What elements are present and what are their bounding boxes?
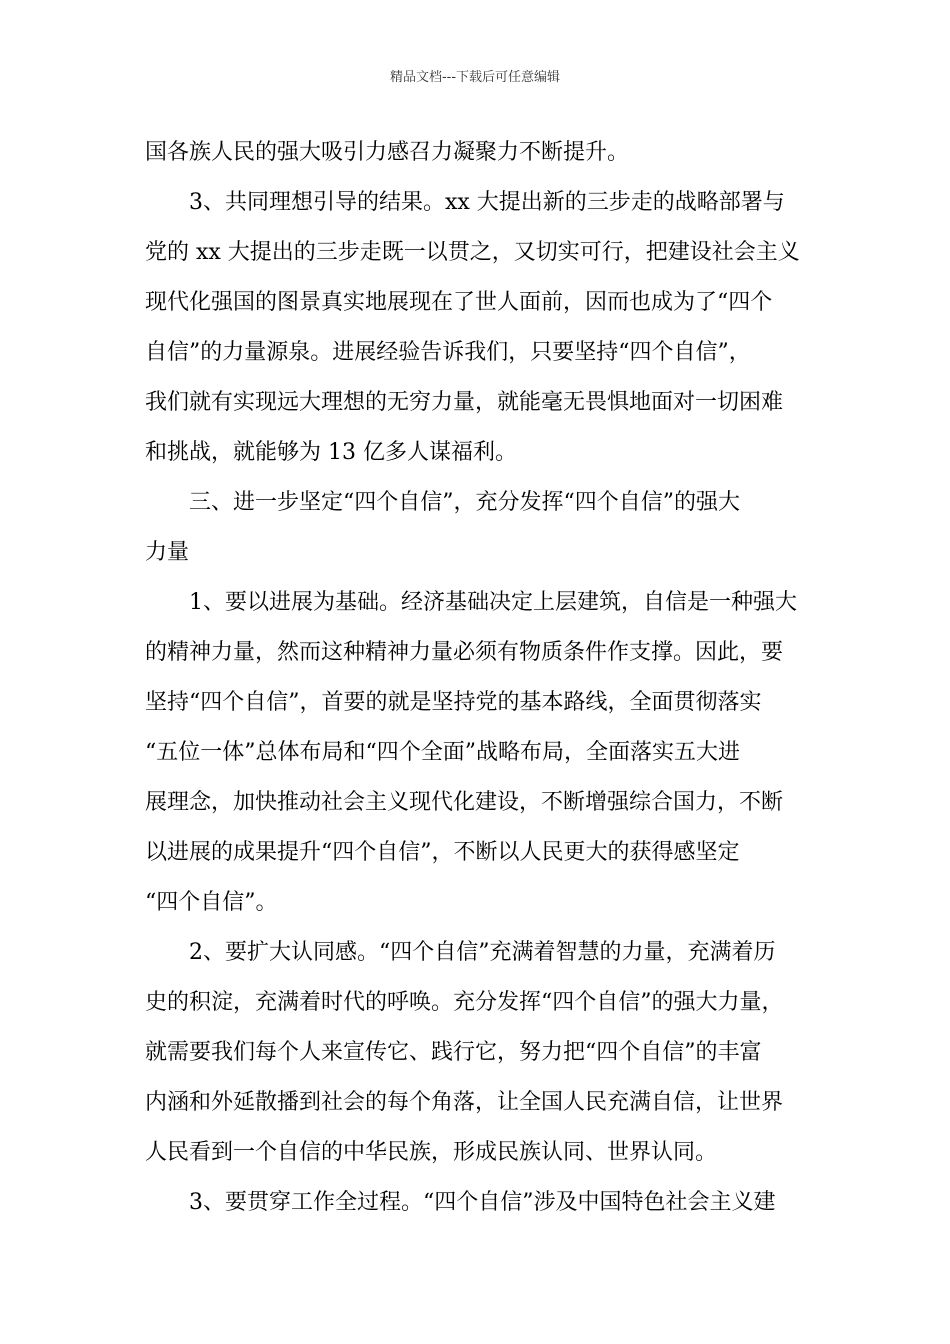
document-body: [145, 128, 817, 1228]
paragraph-first-line: 2、要扩大认同感。“四个自信”充满着智慧的力量，充满着历: [189, 940, 776, 965]
text-line: 人民看到一个自信的中华民族，形成民族认同、世界认同。: [145, 1140, 718, 1165]
text-line: “四个自信”。: [145, 890, 278, 915]
text-line: 党的 xx 大提出的三步走既一以贯之，又切实可行，把建设社会主义: [145, 240, 800, 265]
text-line: 自信”的力量源泉。进展经验告诉我们，只要坚持“四个自信”，: [145, 340, 751, 365]
text-line: 的精神力量，然而这种精神力量必须有物质条件作支撑。因此，要: [145, 640, 784, 665]
text-line: 我们就有实现远大理想的无穷力量，就能毫无畏惧地面对一切困难: [145, 390, 784, 415]
text-line: 坚持“四个自信”，首要的就是坚持党的基本路线，全面贯彻落实: [145, 690, 762, 715]
section-heading-continuation: 力量: [145, 540, 190, 565]
text-line: 现代化强国的图景真实地展现在了世人面前，因而也成为了“四个: [145, 290, 773, 315]
text-line: 以进展的成果提升“四个自信”，不断以人民更大的获得感坚定: [145, 840, 740, 865]
text-line: “五位一体”总体布局和“四个全面”战略布局，全面落实五大进: [145, 740, 740, 765]
text-line: 展理念，加快推动社会主义现代化建设，不断增强综合国力，不断: [145, 790, 784, 815]
paragraph-first-line: 3、共同理想引导的结果。xx 大提出新的三步走的战略部署与: [189, 190, 785, 215]
text-line: 国各族人民的强大吸引力感召力凝聚力不断提升。: [145, 140, 630, 165]
text-line: 就需要我们每个人来宣传它、践行它，努力把“四个自信”的丰富: [145, 1040, 762, 1065]
section-heading: 三、进一步坚定“四个自信”，充分发挥“四个自信”的强大: [189, 490, 740, 515]
paragraph-first-line: 3、要贯穿工作全过程。“四个自信”涉及中国特色社会主义建: [189, 1190, 776, 1215]
text-line: 史的积淀，充满着时代的呼唤。充分发挥“四个自信”的强大力量，: [145, 990, 784, 1015]
text-line: 内涵和外延散播到社会的每个角落，让全国人民充满自信，让世界: [145, 1090, 784, 1115]
paragraph-first-line: 1、要以进展为基础。经济基础决定上层建筑，自信是一种强大: [189, 590, 797, 615]
page-header: 精品文档---下载后可任意编辑: [389, 70, 561, 85]
text-line: 和挑战，就能够为 13 亿多人谋福利。: [145, 440, 517, 465]
